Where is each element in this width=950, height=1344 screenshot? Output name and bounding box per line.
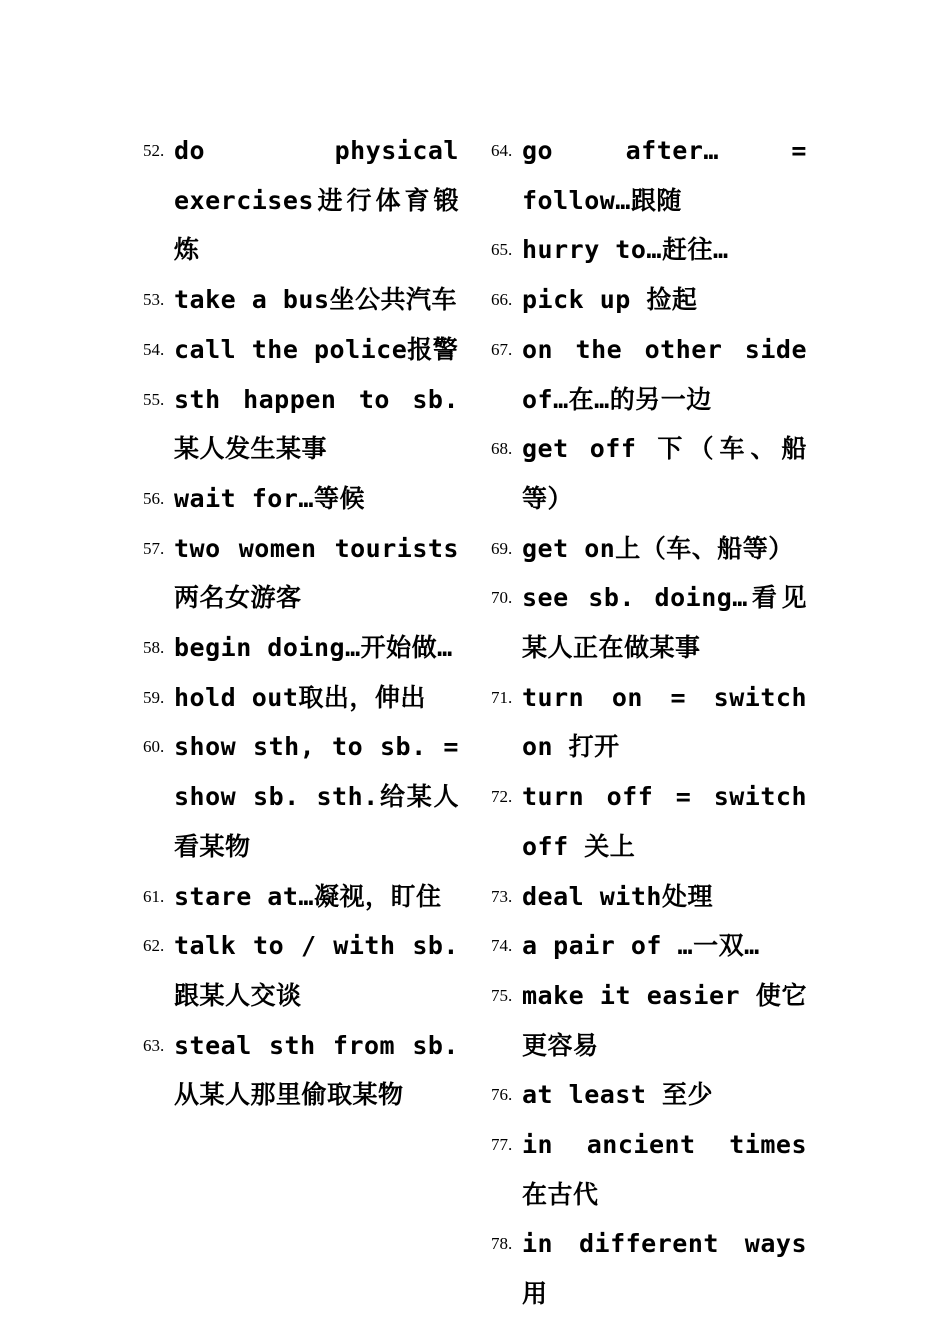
list-item [143,1021,459,1120]
item-text: call the police报警 [174,334,459,364]
right-column [491,126,807,1319]
item-text: steal sth from sb. 从某人那里偷取某物 [174,1030,459,1110]
item-number: 53. [143,290,165,310]
item-text: talk to / with sb. 跟某人交谈 [174,931,459,1010]
item-number: 77. [491,1135,513,1155]
item-number: 70. [491,588,513,608]
item-number: 62. [143,936,165,956]
list-item [491,673,807,772]
list-item [491,424,807,523]
item-number: 78. [491,1234,513,1254]
item-number: 71. [491,687,513,707]
item-text: in ancient times 在古代 [522,1130,807,1209]
list-item [491,225,807,275]
item-number: 56. [143,488,165,508]
item-text: go after… = follow…跟随 [522,136,807,215]
list-item [491,1120,807,1219]
list-item [491,971,807,1070]
item-number: 55. [143,389,165,409]
list-item [143,872,459,922]
list-item [491,524,807,574]
item-number: 73. [491,886,513,906]
item-number: 61. [143,886,165,906]
list-item [491,872,807,922]
item-number: 68. [491,439,513,459]
item-number: 59. [143,687,165,707]
list-item [143,524,459,623]
item-number: 69. [491,538,513,558]
list-item [491,1070,807,1120]
item-number: 63. [143,1035,165,1055]
item-number: 65. [491,240,513,260]
item-text: a pair of …一双… [522,931,760,961]
left-column [143,126,459,1120]
item-number: 67. [491,339,513,359]
item-text: see sb. doing…看见某人正在做某事 [522,583,807,663]
item-text: turn off = switch off 关上 [522,782,807,861]
item-text: get off 下（车、船等） [522,434,807,513]
item-text: deal with处理 [522,881,713,911]
item-text: two women tourists 两名女游客 [174,533,459,613]
item-text: begin doing…开始做… [174,633,453,663]
list-item [491,772,807,871]
item-text: hold out取出，伸出 [174,682,426,712]
list-item [491,1219,807,1318]
list-item [143,126,459,275]
item-text: in different ways 用 [522,1229,807,1309]
item-number: 74. [491,936,513,956]
item-number: 64. [491,141,513,160]
list-item [143,921,459,1020]
list-item [143,375,459,474]
item-text: on the other side of…在…的另一边 [522,334,807,414]
item-text: wait for…等候 [174,483,365,513]
list-item [143,474,459,524]
item-number: 72. [491,787,513,807]
list-item [143,722,459,871]
item-text: take a bus坐公共汽车 [174,285,458,315]
list-item [143,325,459,375]
list-item [491,921,807,971]
list-item [143,623,459,673]
item-number: 52. [143,141,165,160]
item-number: 66. [491,290,513,310]
item-text: show sth, to sb. = show sb. sth.给某人看某物 [174,732,459,861]
item-text: at least 至少 [522,1080,713,1110]
item-text: pick up 捡起 [522,285,698,315]
item-text: make it easier 使它更容易 [522,980,807,1060]
item-text: get on上（车、船等） [522,533,794,563]
item-number: 76. [491,1085,513,1105]
item-text: hurry to…赶往… [522,235,729,265]
item-number: 75. [491,985,513,1005]
item-text: turn on = switch on 打开 [522,682,807,762]
list-item [143,275,459,325]
item-text: sth happen to sb.某人发生某事 [174,384,459,464]
item-text: stare at…凝视，盯住 [174,881,442,911]
item-text: do physical exercises进行体育锻炼 [174,136,459,265]
list-item [491,275,807,325]
item-number: 54. [143,339,165,359]
item-number: 60. [143,737,165,757]
list-item [491,325,807,424]
list-item [143,673,459,723]
list-item [491,126,807,225]
item-number: 58. [143,638,165,658]
item-number: 57. [143,538,165,558]
list-item [491,573,807,672]
